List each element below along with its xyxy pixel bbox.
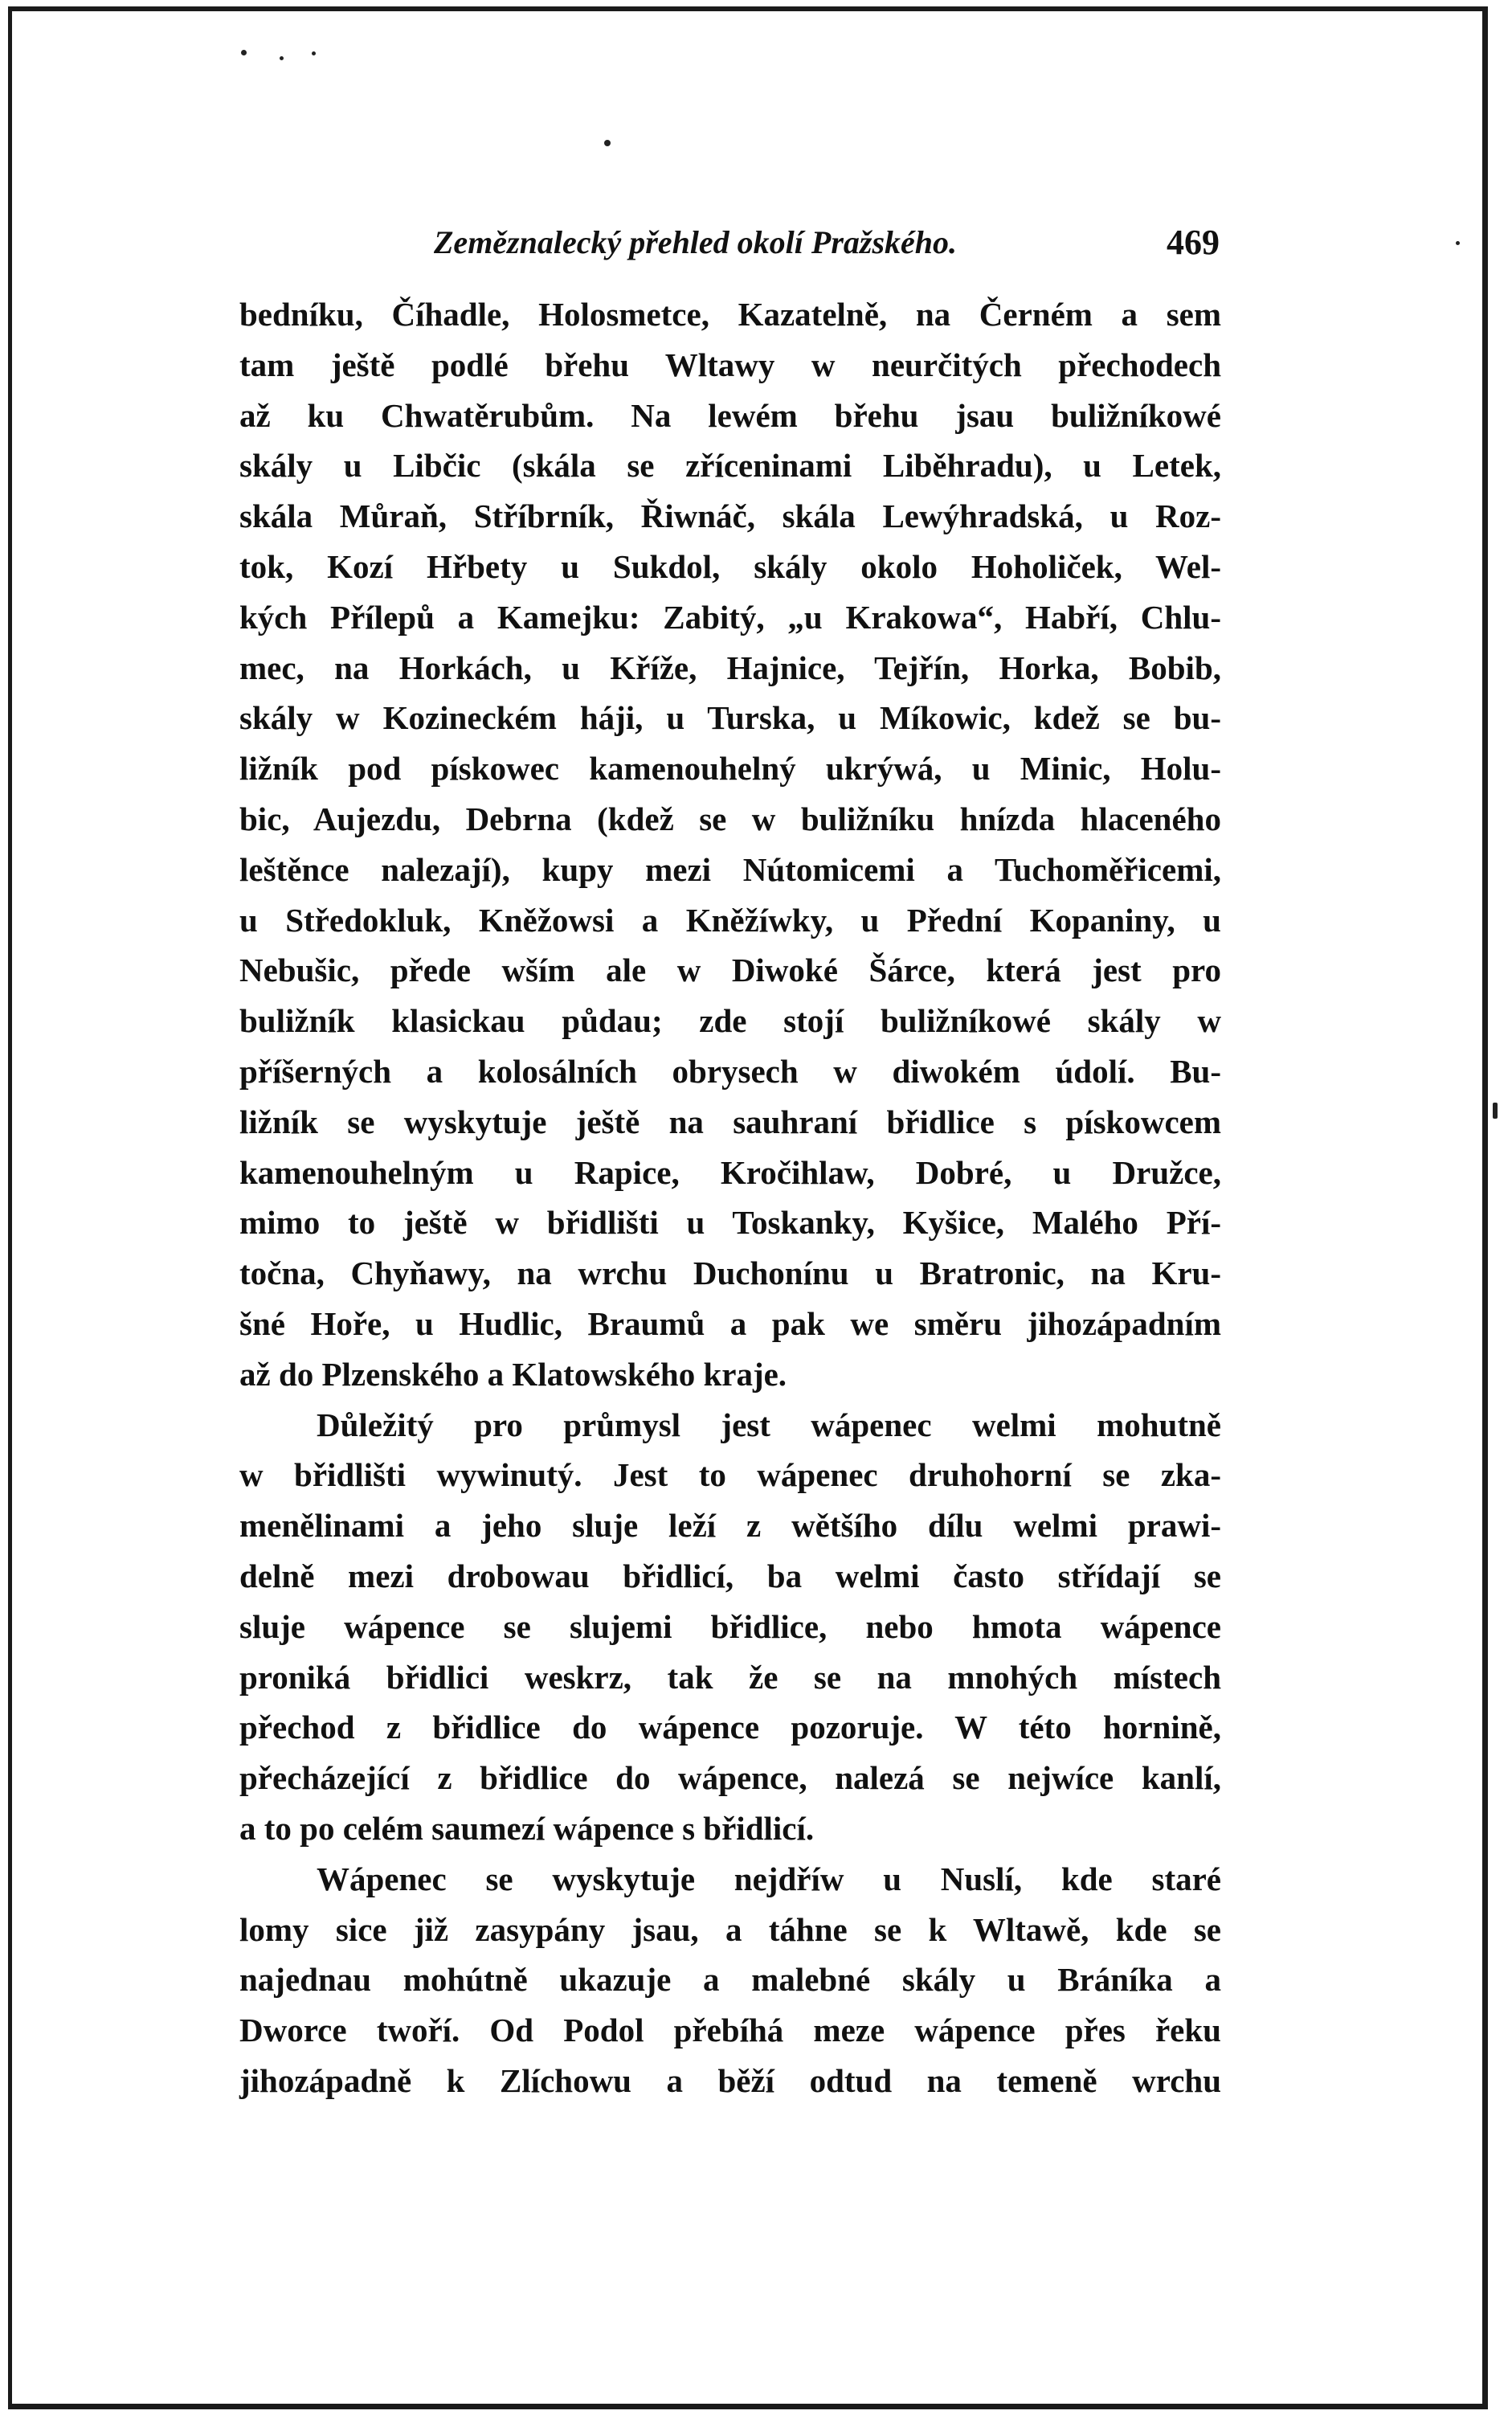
text-line: přecházející z břidlice do wápence, nalezá se nejwíce kanlí,: [239, 1759, 1221, 1797]
scan-speck: [604, 140, 611, 146]
text-line: bedníku, Číhadle, Holosmetce, Kazatelně, na Černém a sem: [239, 296, 1221, 333]
text-line: příšerných a kolosálních obrysech w diwokém údolí. Bu-: [239, 1052, 1221, 1090]
text-line: bic, Aujezdu, Debrna (kdež se w buližníku hnízda hlaceného: [239, 800, 1221, 837]
text-line: ližník se wyskytuje ještě na sauhraní břidlice s pískowcem: [239, 1103, 1221, 1140]
text-line: tok, Kozí Hřbety u Sukdol, skály okolo Hoholiček, Wel-: [239, 547, 1221, 585]
scan-speck: [280, 56, 284, 60]
scan-speck: [312, 51, 316, 55]
text-line: Dworce twoří. Od Podol přebíhá meze wápence přes řeku: [239, 2012, 1221, 2049]
text-line: najednau mohútně ukazuje a malebné skály u Bráníka a: [239, 1961, 1221, 1999]
text-line: točna, Chyňawy, na wrchu Duchonínu u Bratronic, na Kru-: [239, 1254, 1221, 1292]
text-line: buližník klasickau půdau; zde stojí buližníkowé skály w: [239, 1002, 1221, 1040]
text-line: mec, na Horkách, u Kříže, Hajnice, Tejřín, Horka, Bobib,: [239, 649, 1221, 686]
text-line: až do Plzenského a Klatowského kraje.: [239, 1355, 787, 1393]
text-line: Nebušic, přede wším ale w Diwoké Šárce, která jest pro: [239, 952, 1221, 989]
text-line: ližník pod pískowec kamenouhelný ukrýwá, u Minic, Holu-: [239, 750, 1221, 788]
text-line: proniká břidlici weskrz, tak že se na mnohých místech: [239, 1658, 1221, 1696]
text-line: jihozápadně k Zlíchowu a běží odtud na temeně wrchu: [239, 2061, 1221, 2099]
text-line: mimo to ještě w břidlišti u Toskanky, Kyšice, Malého Pří-: [239, 1204, 1221, 1242]
text-line: w břidlišti wywinutý. Jest to wápenec druhohorní se zka-: [239, 1456, 1221, 1494]
scan-speck: [241, 50, 247, 55]
text-line: lomy sice již zasypány jsau, a táhne se k Wltawě, kde se: [239, 1910, 1221, 1948]
text-line: kých Přílepů a Kamejku: Zabitý, „u Krakowa“, Habří, Chlu-: [239, 598, 1221, 636]
text-line: sluje wápence se slujemi břidlice, nebo hmota wápence: [239, 1607, 1221, 1645]
text-line: Důležitý pro průmysl jest wápenec welmi mohutně: [317, 1406, 1221, 1443]
text-line: skály w Kozineckém háji, u Turska, u Míkowic, kdež se bu-: [239, 699, 1221, 737]
text-line: až ku Chwatěrubům. Na lewém břehu jsau buližníkowé: [239, 396, 1221, 434]
text-line: Wápenec se wyskytuje nejdříw u Nuslí, kde staré: [317, 1860, 1221, 1897]
text-line: a to po celém saumezí wápence s břidlicí.: [239, 1809, 815, 1847]
text-line: menělinami a jeho sluje leží z wětšího dílu welmi prawi-: [239, 1507, 1221, 1545]
text-line: u Středokluk, Kněžowsi a Kněžíwky, u Přední Kopaniny, u: [239, 901, 1221, 939]
text-line: šné Hoře, u Hudlic, Braumů a pak we směru jihozápadním: [239, 1304, 1221, 1342]
text-line: skály u Libčic (skála se zříceninami Liběhradu), u Letek,: [239, 447, 1221, 485]
page-header: [241, 219, 1220, 267]
text-line: přechod z břidlice do wápence pozoruje. W této hornině,: [239, 1709, 1221, 1746]
running-title: Zeměznalecký přehled okolí Pražského.: [434, 224, 958, 260]
paragraph: [239, 1854, 1221, 2106]
text-line: tam ještě podlé břehu Wltawy w neurčitých přechodech: [239, 346, 1221, 383]
body-text: [239, 289, 1221, 2106]
text-line: leštěnce nalezají), kupy mezi Nútomicemi a Tuchoměřicemi,: [239, 850, 1221, 888]
scan-speck: [1456, 241, 1460, 245]
paragraph: [239, 1400, 1221, 1854]
page-number: 469: [1167, 223, 1220, 262]
scan-speck: [1493, 1103, 1498, 1119]
text-line: kamenouhelným u Rapice, Kročihlaw, Dobré, u Družce,: [239, 1153, 1221, 1191]
text-line: delně mezi drobowau břidlicí, ba welmi často střídají se: [239, 1557, 1221, 1594]
paragraph: [239, 289, 1221, 1400]
text-line: skála Můraň, Stříbrník, Řiwnáč, skála Lewýhradská, u Roz-: [239, 497, 1221, 535]
